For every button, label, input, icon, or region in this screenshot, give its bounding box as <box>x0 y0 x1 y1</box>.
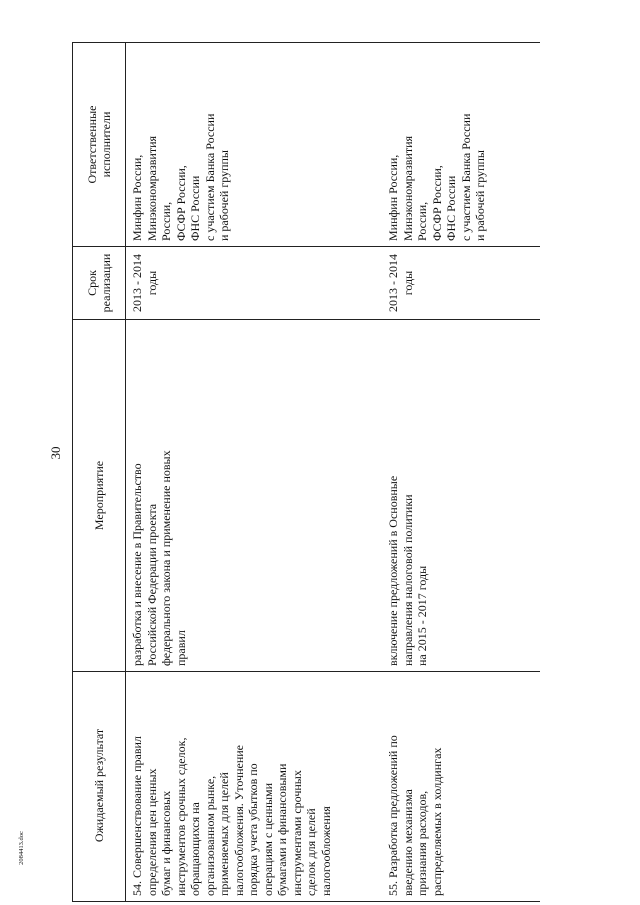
text-line: России, <box>159 201 173 241</box>
text-line: бумагами и финансовыми <box>275 763 289 896</box>
action-plan-table <box>72 42 540 902</box>
text-line: Российской Федерации проекта <box>144 503 159 666</box>
text-line: признания расходов, <box>415 790 429 896</box>
text-line: и рабочей группы <box>473 150 487 241</box>
text-line: ФСФР России, <box>429 165 444 241</box>
page-number-text: 30 <box>48 446 63 460</box>
text-line: 2013 - 2014 <box>386 254 400 312</box>
header-action <box>73 320 126 672</box>
text-line: налогообложения <box>318 806 333 896</box>
text-line: Минэкономразвития <box>144 135 159 241</box>
rotated-table-wrapper <box>72 43 534 902</box>
text-line: налогообложения. Уточнение <box>231 744 246 896</box>
text-line: применяемых для целей <box>217 772 231 896</box>
text-line: инструментами срочных <box>289 770 304 896</box>
header-responsible-line-1: Ответственные <box>85 105 99 184</box>
text-line: федерального закона и применение новых <box>159 450 173 666</box>
text-line: ФНС России <box>444 175 458 241</box>
text-line: обращающихся на <box>188 802 202 896</box>
table-row <box>126 43 383 902</box>
text-line: с участием Банка России <box>458 113 473 241</box>
text-line: ФНС России <box>188 175 202 241</box>
cell-responsible <box>126 43 383 247</box>
cell-action <box>126 320 383 672</box>
text-line: Минэкономразвития <box>400 135 415 241</box>
header-term-line-1: Срок <box>85 270 99 296</box>
text-line: Минфин России, <box>130 154 144 241</box>
cell-term <box>126 247 383 320</box>
cell-expected-result <box>126 672 383 902</box>
text-line: определения цен ценных <box>144 768 159 896</box>
header-responsible <box>73 43 126 247</box>
header-term <box>73 247 126 320</box>
header-expected-result <box>73 672 126 902</box>
cell-action <box>382 320 540 672</box>
table-row <box>382 43 540 902</box>
text-line: на 2015 - 2017 годы <box>415 565 429 666</box>
text-line: бумаг и финансовых <box>159 790 173 896</box>
text-line: ФСФР России, <box>173 165 188 241</box>
text-line: 54. Совершенствование правил <box>130 736 144 896</box>
header-expected-result-label: Ожидаемый результат <box>92 728 106 843</box>
text-line: годы <box>144 270 159 296</box>
header-responsible-line-2: исполнители <box>99 111 113 178</box>
text-line: включение предложений в Основные <box>386 475 400 666</box>
text-line: 55. Разработка предложений по <box>386 735 400 896</box>
table-landscape-frame <box>72 43 534 902</box>
text-line: с участием Банка России <box>202 113 217 241</box>
text-line: порядка учета убытков по <box>246 763 260 896</box>
text-line: и рабочей группы <box>217 150 231 241</box>
cell-expected-result <box>382 672 540 902</box>
header-term-line-2: реализации <box>99 253 113 313</box>
text-line: распределяемых в холдингах <box>429 747 444 896</box>
page-number <box>41 438 71 468</box>
text-line: годы <box>400 270 415 296</box>
text-line: направления налоговой политики <box>400 494 415 666</box>
cell-term <box>382 247 540 320</box>
text-line: сделок для целей <box>304 808 318 896</box>
text-line: правил <box>173 630 188 666</box>
header-action-label: Мероприятие <box>92 460 106 531</box>
text-line: организованном рынке, <box>202 775 217 896</box>
text-line: Минфин России, <box>386 154 400 241</box>
text-line: введению механизма <box>400 789 415 896</box>
document-code: 2084413.doc <box>18 831 25 865</box>
table-header-row <box>73 43 126 902</box>
cell-responsible <box>382 43 540 247</box>
text-line: операциям с ценными <box>260 782 275 896</box>
text-line: 2013 - 2014 <box>130 254 144 312</box>
text-line: инструментов срочных сделок, <box>173 737 188 896</box>
text-line: России, <box>415 201 429 241</box>
text-line: разработка и внесение в Правительство <box>130 463 144 666</box>
